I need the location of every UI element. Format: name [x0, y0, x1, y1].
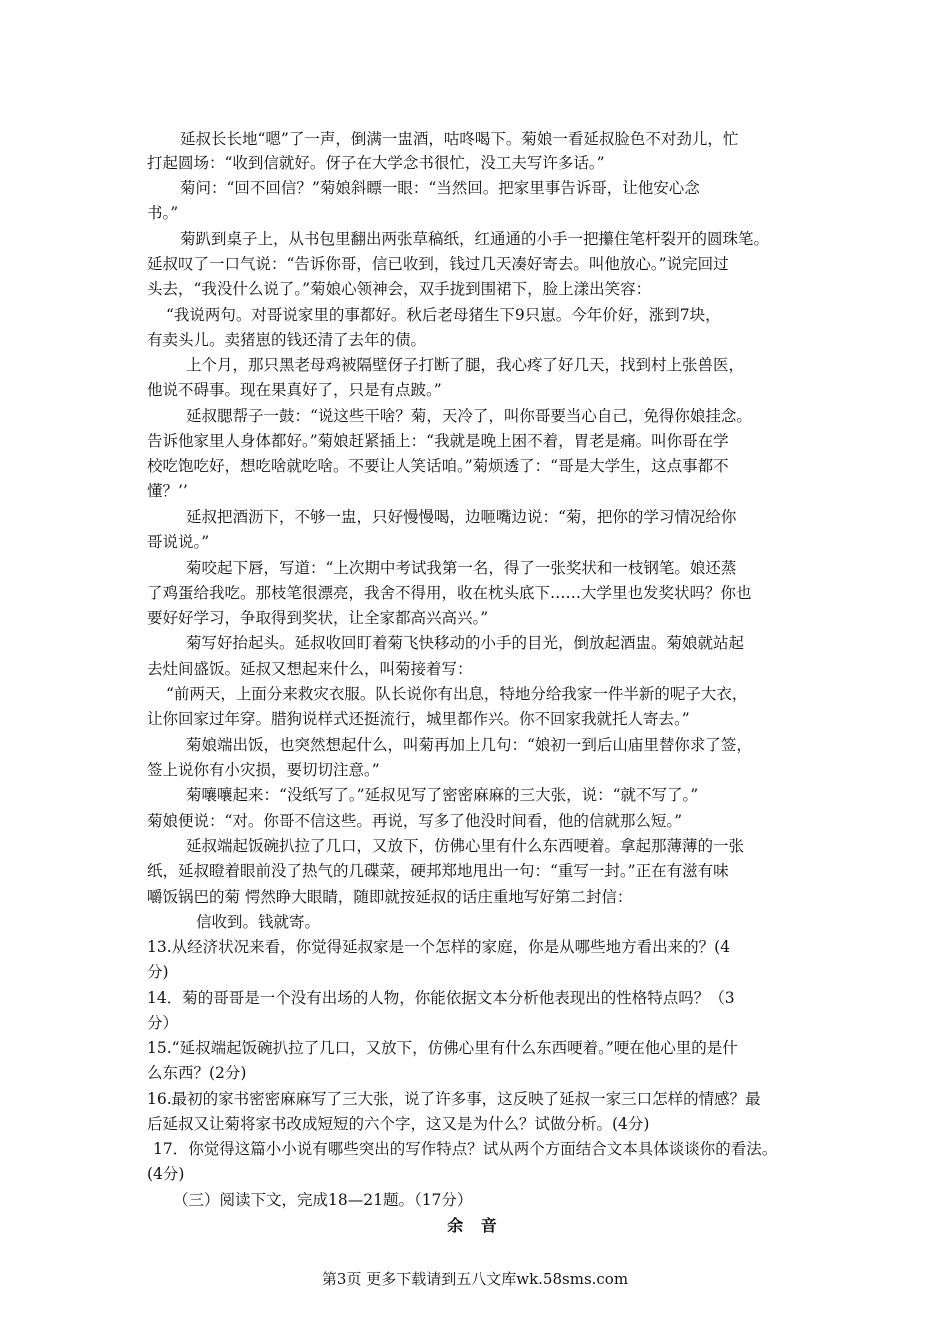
story-line: 了鸡蛋给我吃。那枝笔很漂亮，我舍不得用，收在枕头底下……大学里也发奖状吗？你也	[147, 584, 752, 602]
story-line: 他说不碍事。现在果真好了，只是有点跛。”	[147, 381, 442, 399]
story-line: 延叔长长地“嗯”了一声，倒满一盅酒，咕咚喝下。菊娘一看延叔脸色不对劲儿，忙	[180, 130, 739, 148]
story-line: 要好好学习，争取得到奖状，让全家都高兴高兴。”	[147, 609, 489, 627]
story-line: 告诉他家里人身体都好。”菊娘赶紧插上：“我就是晚上困不着，胃老是痛。叫你哥在学	[147, 432, 729, 450]
question-line: 16.最初的家书密密麻麻写了三大张，说了许多事，这反映了延叔一家三口怎样的情感？最	[147, 1090, 761, 1108]
question-line: 17．你觉得这篇小小说有哪些突出的写作特点？试从两个方面结合文本具体谈谈你的看法。	[153, 1140, 778, 1158]
question-line: 15.“延叔端起饭碗扒拉了几口，又放下，仿佛心里有什么东西哽着。”哽在他心里的是什	[147, 1039, 738, 1057]
story-line: 去灶间盛饭。延叔又想起来什么，叫菊接着写：	[147, 660, 473, 678]
story-line: 头去，“我没什么说了。”菊娘心领神会，双手拢到围裙下，脸上漾出笑容：	[147, 280, 652, 298]
story-line: 哥说说。”	[147, 533, 210, 551]
story-line: 纸，延叔瞪着眼前没了热气的几碟菜，硬邦郑地甩出一句：“重写一封。”正在有滋有味	[147, 862, 729, 880]
story-line: 上个月，那只黑老母鸡被隔壁伢子打断了腿，我心疼了好几天，找到村上张兽医，	[186, 356, 745, 374]
question-line: 分)	[147, 963, 169, 981]
story-line: 让你回家过年穿。腊狗说样式还挺流行，城里都作兴。你不回家我就托人寄去。”	[147, 710, 690, 728]
story-line: 嚼饭锅巴的菊 愕然睁大眼睛，随即就按延叔的话庄重地写好第二封信：	[147, 888, 633, 906]
story-line: 懂？’’	[147, 482, 188, 500]
story-line: 有卖头儿。卖猪崽的钱还清了去年的债。	[147, 331, 427, 349]
story-line: 菊写好抬起头。延叔收回盯着菊飞快移动的小手的目光，倒放起酒盅。菊娘就站起	[186, 634, 745, 652]
question-line: (4分)	[147, 1165, 185, 1183]
story-line: 延叔把酒沥下，不够一盅，只好慢慢喝，边咂嘴边说：“菊，把你的学习情况给你	[186, 508, 737, 526]
question-line: 分）	[147, 1014, 179, 1032]
story-line: “前两天，上面分来救灾衣服。队长说你有出息，特地分给我家一件半新的呢子大衣，	[166, 685, 748, 703]
question-line: 14．菊的哥哥是一个没有出场的人物，你能依据文本分析他表现出的性格特点吗？（3	[147, 989, 735, 1007]
section-instruction: （三）阅读下文，完成18—21题。（17分）	[173, 1191, 473, 1209]
story-line: 菊咬起下唇，写道：“上次期中考试我第一名，得了一张奖状和一枝钢笔。娘还蒸	[186, 559, 737, 577]
section-title: 余 音	[447, 1216, 503, 1235]
story-line: 菊娘便说：“对。你哥不信这些。再说，写多了他没时间看，他的信就那么短。”	[147, 812, 683, 830]
question-line: 13.从经济状况来看，你觉得延叔家是一个怎样的家庭，你是从哪些地方看出来的？(4	[147, 938, 731, 956]
question-line: 么东西？(2分)	[147, 1064, 247, 1082]
story-line: 签上说你有小灾损，要切切注意。”	[147, 761, 380, 779]
story-line: 延叔端起饭碗扒拉了几口，又放下，仿佛心里有什么东西哽着。拿起那薄薄的一张	[186, 837, 745, 855]
story-line: 校吃饱吃好，想吃啥就吃啥。不要让人笑话咱。”菊烦透了：“哥是大学生，这点事都不	[147, 457, 729, 475]
story-line: 延叔腮帮子一鼓：“说这些干啥？菊，天冷了，叫你哥要当心自己，免得你娘挂念。	[186, 407, 752, 425]
page-footer: 第3页 更多下载请到五八文库wk.58sms.com	[321, 1270, 629, 1288]
story-line: 菊趴到桌子上，从书包里翻出两张草稿纸，红通通的小手一把攥住笔杆裂开的圆珠笔。	[180, 230, 770, 248]
story-line: 延叔叹了一口气说：“告诉你哥，信已收到，钱过几天凑好寄去。叫他放心。”说完回过	[147, 255, 729, 273]
story-line: 菊娘端出饭，也突然想起什么，叫菊再加上几句：“娘初一到后山庙里替你求了签，	[186, 736, 752, 754]
story-line: “我说两句。对哥说家里的事都好。秋后老母猪生下9只崽。今年价好，涨到7块，	[166, 306, 721, 324]
story-line: 菊问：“回不回信？”菊娘斜瞟一眼：“当然回。把家里事告诉哥，让他安心念	[180, 179, 700, 197]
story-line: 菊嚷嚷起来：“没纸写了。”延叔见写了密密麻麻的三大张，说：“就不写了。”	[186, 786, 699, 804]
story-line: 打起圆场：“收到信就好。伢子在大学念书很忙，没工夫写许多话。”	[147, 154, 605, 172]
story-line: 信收到。钱就寄。	[196, 913, 321, 931]
question-line: 后延叔又让菊将家书改成短短的六个字，这又是为什么？试做分析。(4分)	[147, 1115, 650, 1133]
story-line: 书。”	[147, 204, 179, 222]
